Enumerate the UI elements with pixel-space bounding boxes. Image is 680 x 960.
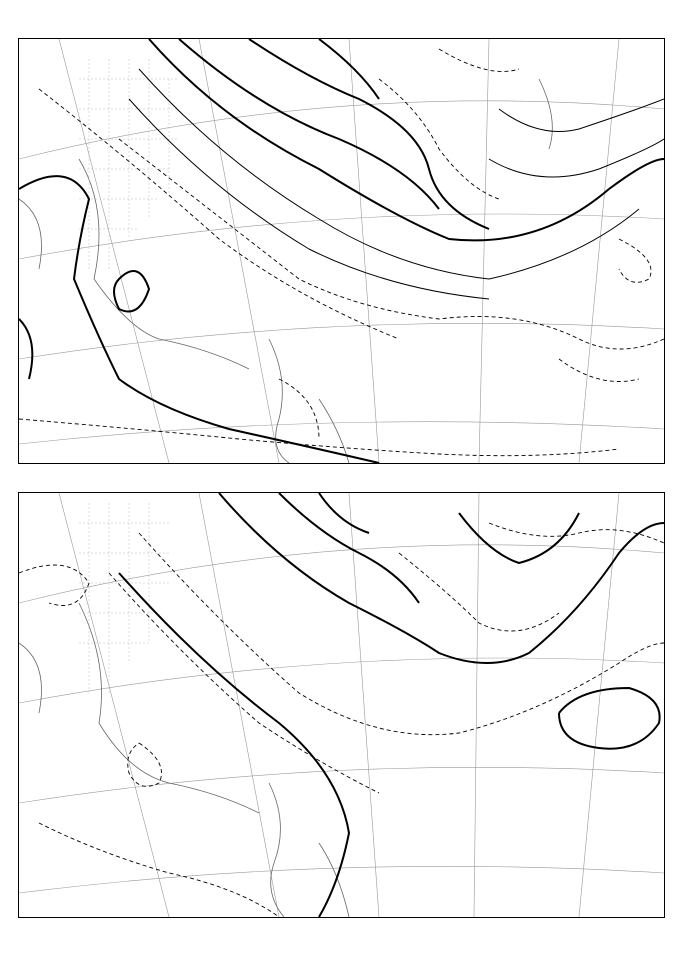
hatched-area-300 <box>79 59 179 269</box>
isotherms-500 <box>19 523 664 917</box>
map-300hpa-canvas <box>19 39 664 463</box>
map-500hpa-canvas <box>19 493 664 917</box>
analysis-300hpa-map <box>18 38 665 464</box>
height-contours-500 <box>119 493 664 917</box>
analysis-500hpa-map <box>18 492 665 918</box>
isotherms-300 <box>19 49 664 456</box>
hatched-area-500 <box>79 503 169 693</box>
coastline-300 <box>19 79 552 463</box>
chart-identifier <box>22 934 70 952</box>
graticule-300 <box>19 39 664 463</box>
coastline-500 <box>19 603 349 917</box>
